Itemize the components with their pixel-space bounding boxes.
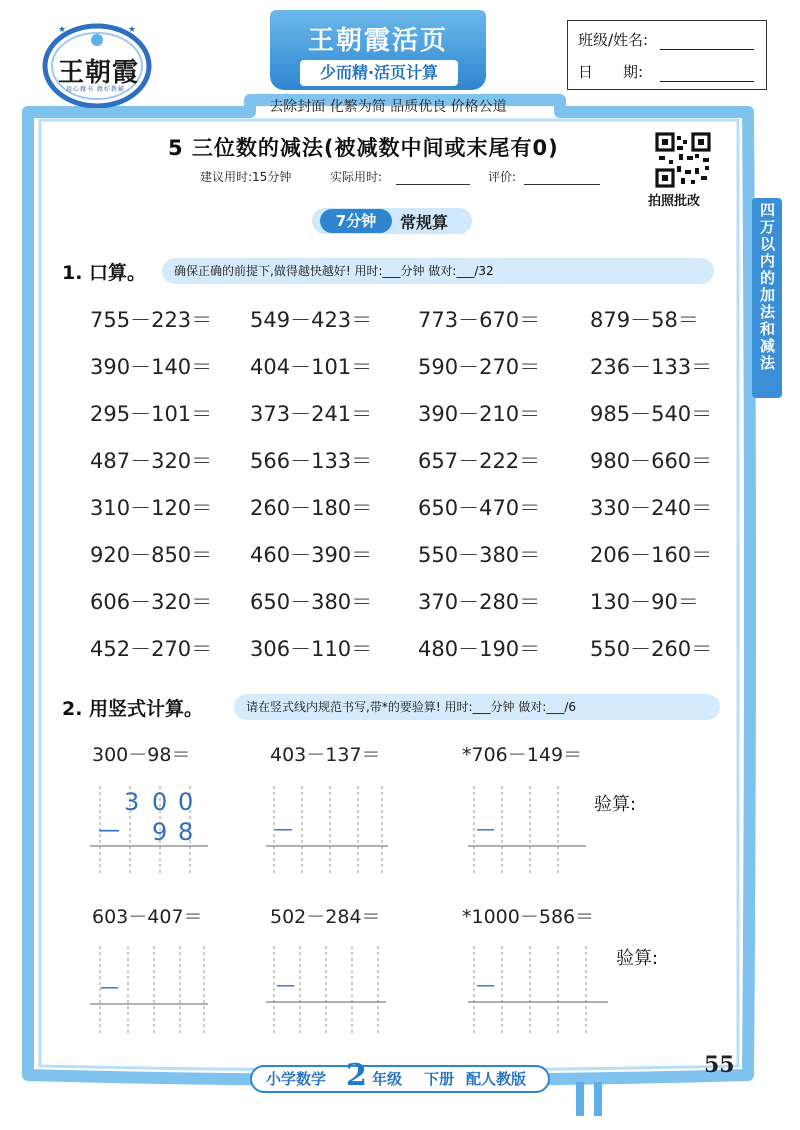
oral-problem: 980－660＝ [590, 449, 713, 473]
oral-problem: 879－58＝ [590, 308, 699, 332]
example-bottom-digit: 8 [178, 818, 194, 846]
logo-text: 王朝霞 [58, 58, 140, 88]
section2-instruction: 请在竖式线内规范书写,带*的要验算! 用时:___分钟 做对:___/6 [234, 694, 720, 720]
oral-problem: 550－380＝ [418, 543, 541, 567]
oral-problem: 480－190＝ [418, 637, 541, 661]
suggested-time: 建议用时:15分钟 [200, 170, 292, 184]
date-label: 日 期: [578, 63, 644, 81]
oral-problem: 920－850＝ [90, 543, 213, 567]
oral-problem: 606－320＝ [90, 590, 213, 614]
footer-subject: 小学数学 [266, 1070, 327, 1088]
oral-problem: 370－280＝ [418, 590, 541, 614]
oral-problem: 306－110＝ [250, 637, 373, 661]
example-top-digit: 0 [178, 788, 194, 816]
oral-problem: 260－180＝ [250, 496, 373, 520]
section1-title: 1. 口算。 [62, 262, 147, 284]
section1-instruction: 确保正确的前提下,做得越快越好! 用时:___分钟 做对:___/32 [162, 258, 714, 284]
oral-problem: 310－120＝ [90, 496, 213, 520]
lesson-title: 5 三位数的减法(被减数中间或末尾有0) [168, 136, 559, 160]
check-label: 验算: [616, 948, 659, 969]
oral-problem: 650－470＝ [418, 496, 541, 520]
oral-problem: 550－260＝ [590, 637, 713, 661]
qr-caption: 拍照批改 [648, 194, 701, 209]
oral-problem: 487－320＝ [90, 449, 213, 473]
vertical-problem: 300－98＝ [92, 744, 191, 766]
actual-time-label: 实际用时: [330, 170, 383, 184]
oral-problem: 566－133＝ [250, 449, 373, 473]
oral-problem: 773－670＝ [418, 308, 541, 332]
oral-problem: 130－90＝ [590, 590, 699, 614]
example-top-digit: 3 [124, 788, 145, 816]
oral-problem: 373－241＝ [250, 402, 373, 426]
timer-label: 常规算 [400, 213, 449, 232]
binder-tab [576, 1082, 584, 1116]
rating-field[interactable] [524, 184, 600, 185]
brand-subtitle: 少而精·活页计算 [300, 60, 458, 86]
vertical-problem: 502－284＝ [270, 906, 381, 928]
chapter-side-tab-label: 四万以内的加法和减法 [758, 202, 776, 372]
vertical-problem: *1000－586＝ [462, 906, 595, 928]
minus-sign: — [100, 976, 119, 998]
check-label: 验算: [594, 794, 637, 815]
logo-caption: 用心做书 做好教辅 [66, 86, 125, 93]
vertical-problem: 403－137＝ [270, 744, 381, 766]
oral-problem: 295－101＝ [90, 402, 213, 426]
oral-problem: 650－380＝ [250, 590, 373, 614]
student-info-box [567, 20, 767, 90]
oral-problem: 755－223＝ [90, 308, 213, 332]
oral-problem: 460－390＝ [250, 543, 373, 567]
class-name-label: 班级/姓名: [578, 31, 649, 49]
oral-problem: 404－101＝ [250, 355, 373, 379]
actual-time-field[interactable] [396, 184, 470, 185]
brand-title: 王朝霞活页 [307, 26, 448, 56]
footer-volume: 下册 [424, 1070, 455, 1088]
minus-sign: — [276, 974, 295, 996]
slogan: 去除封面 化繁为简 品质优良 价格公道 [269, 99, 507, 115]
oral-problem: 985－540＝ [590, 402, 713, 426]
example-minus: — [98, 818, 120, 843]
class-name-field[interactable] [660, 49, 754, 50]
oral-problem: 206－160＝ [590, 543, 713, 567]
qr-code-icon[interactable] [655, 132, 711, 188]
svg-text:★: ★ [128, 25, 137, 35]
vertical-problem: *706－149＝ [462, 744, 583, 766]
chapter-side-tab [752, 198, 782, 398]
oral-problem: 452－270＝ [90, 637, 213, 661]
footer-grade: 2 [346, 1058, 367, 1093]
footer-edition: 配人教版 [466, 1070, 527, 1088]
vertical-problem: 603－407＝ [92, 906, 203, 928]
minus-sign: — [476, 818, 495, 840]
section2-title: 2. 用竖式计算。 [62, 698, 204, 720]
svg-text:★: ★ [58, 25, 67, 35]
oral-problem: 549－423＝ [250, 308, 373, 332]
oral-problem: 590－270＝ [418, 355, 541, 379]
oral-problem: 657－222＝ [418, 449, 541, 473]
timer-badge: 7分钟 [320, 209, 392, 233]
rating-label: 评价: [488, 170, 517, 184]
example-top-digit: 0 [152, 788, 168, 816]
footer-grade-suffix: 年级 [372, 1070, 403, 1088]
example-bottom-digit: 9 [152, 818, 168, 846]
date-field[interactable] [660, 81, 754, 82]
page-number: 55 [704, 1052, 735, 1078]
oral-problem: 236－133＝ [590, 355, 713, 379]
minus-sign: — [274, 818, 293, 840]
oral-problem: 330－240＝ [590, 496, 713, 520]
binder-tab [594, 1082, 602, 1116]
oral-problem: 390－210＝ [418, 402, 541, 426]
oral-problem: 390－140＝ [90, 355, 213, 379]
minus-sign: — [476, 974, 495, 996]
